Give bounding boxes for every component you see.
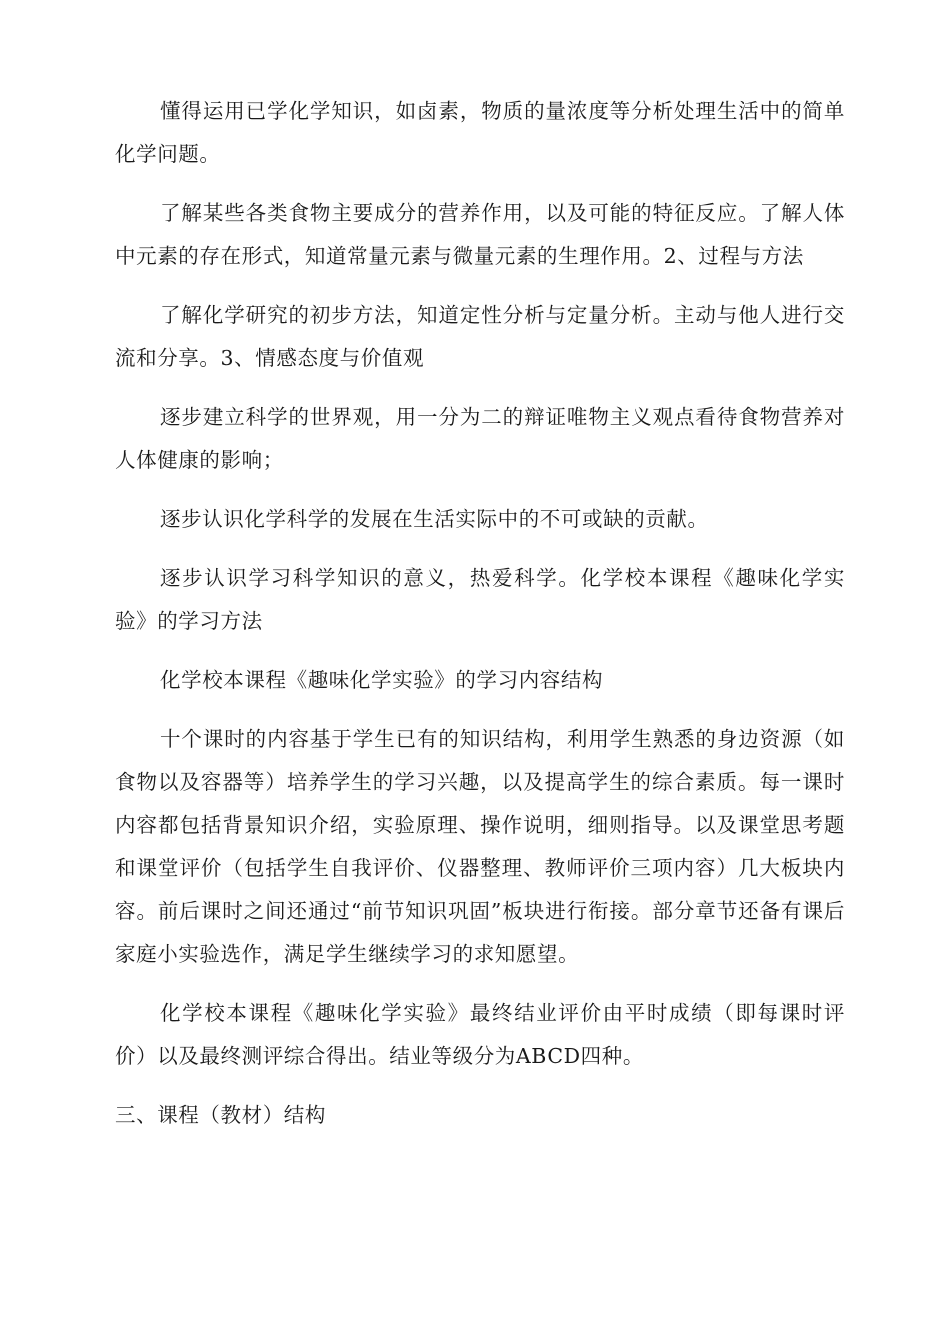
paragraph-content-structure-heading: 化学校本课程《趣味化学实验》的学习内容结构: [160, 668, 604, 692]
document-body: [115, 90, 845, 1153]
paragraph-learning-method: 逐步认识学习科学知识的意义，热爱科学。化学校本课程《趣味化学实验》的学习方法: [115, 566, 845, 633]
paragraph-final-evaluation: 化学校本课程《趣味化学实验》最终结业评价由平时成绩（即每课时评价）以及最终测评综合得出。结业等级分为ABCD四种。: [115, 1001, 845, 1068]
paragraph-research-methods: 了解化学研究的初步方法，知道定性分析与定量分析。主动与他人进行交流和分享。3、情感态度与价值观: [115, 303, 845, 370]
paragraph-chemistry-application: 懂得运用已学化学知识，如卤素，物质的量浓度等分析处理生活中的简单化学问题。: [115, 99, 845, 166]
paragraph-ten-lessons: 十个课时的内容基于学生已有的知识结构，利用学生熟悉的身边资源（如食物以及容器等）培养学生的学习兴趣，以及提高学生的综合素质。每一课时内容都包括背景知识介绍，实验原理、操作说明，细则指导。以及课堂思考题和课堂评价（包括学生自我评价、仪器整理、教师评价三项内容）几大板块内容。前后课时之间还通过“前节知识巩固”板块进行衔接。部分章节还备有课后家庭小实验选作，满足学生继续学习的求知愿望。: [115, 727, 845, 966]
paragraph-science-contribution: 逐步认识化学科学的发展在生活实际中的不可或缺的贡献。: [160, 507, 709, 531]
paragraph-food-nutrition: 了解某些各类食物主要成分的营养作用，以及可能的特征反应。了解人体中元素的存在形式，知道常量元素与微量元素的生理作用。2、过程与方法: [115, 201, 845, 268]
paragraph-worldview: 逐步建立科学的世界观，用一分为二的辩证唯物主义观点看待食物营养对人体健康的影响；: [115, 405, 845, 472]
section-heading-course-structure: 三、课程（教材）结构: [115, 1103, 326, 1127]
